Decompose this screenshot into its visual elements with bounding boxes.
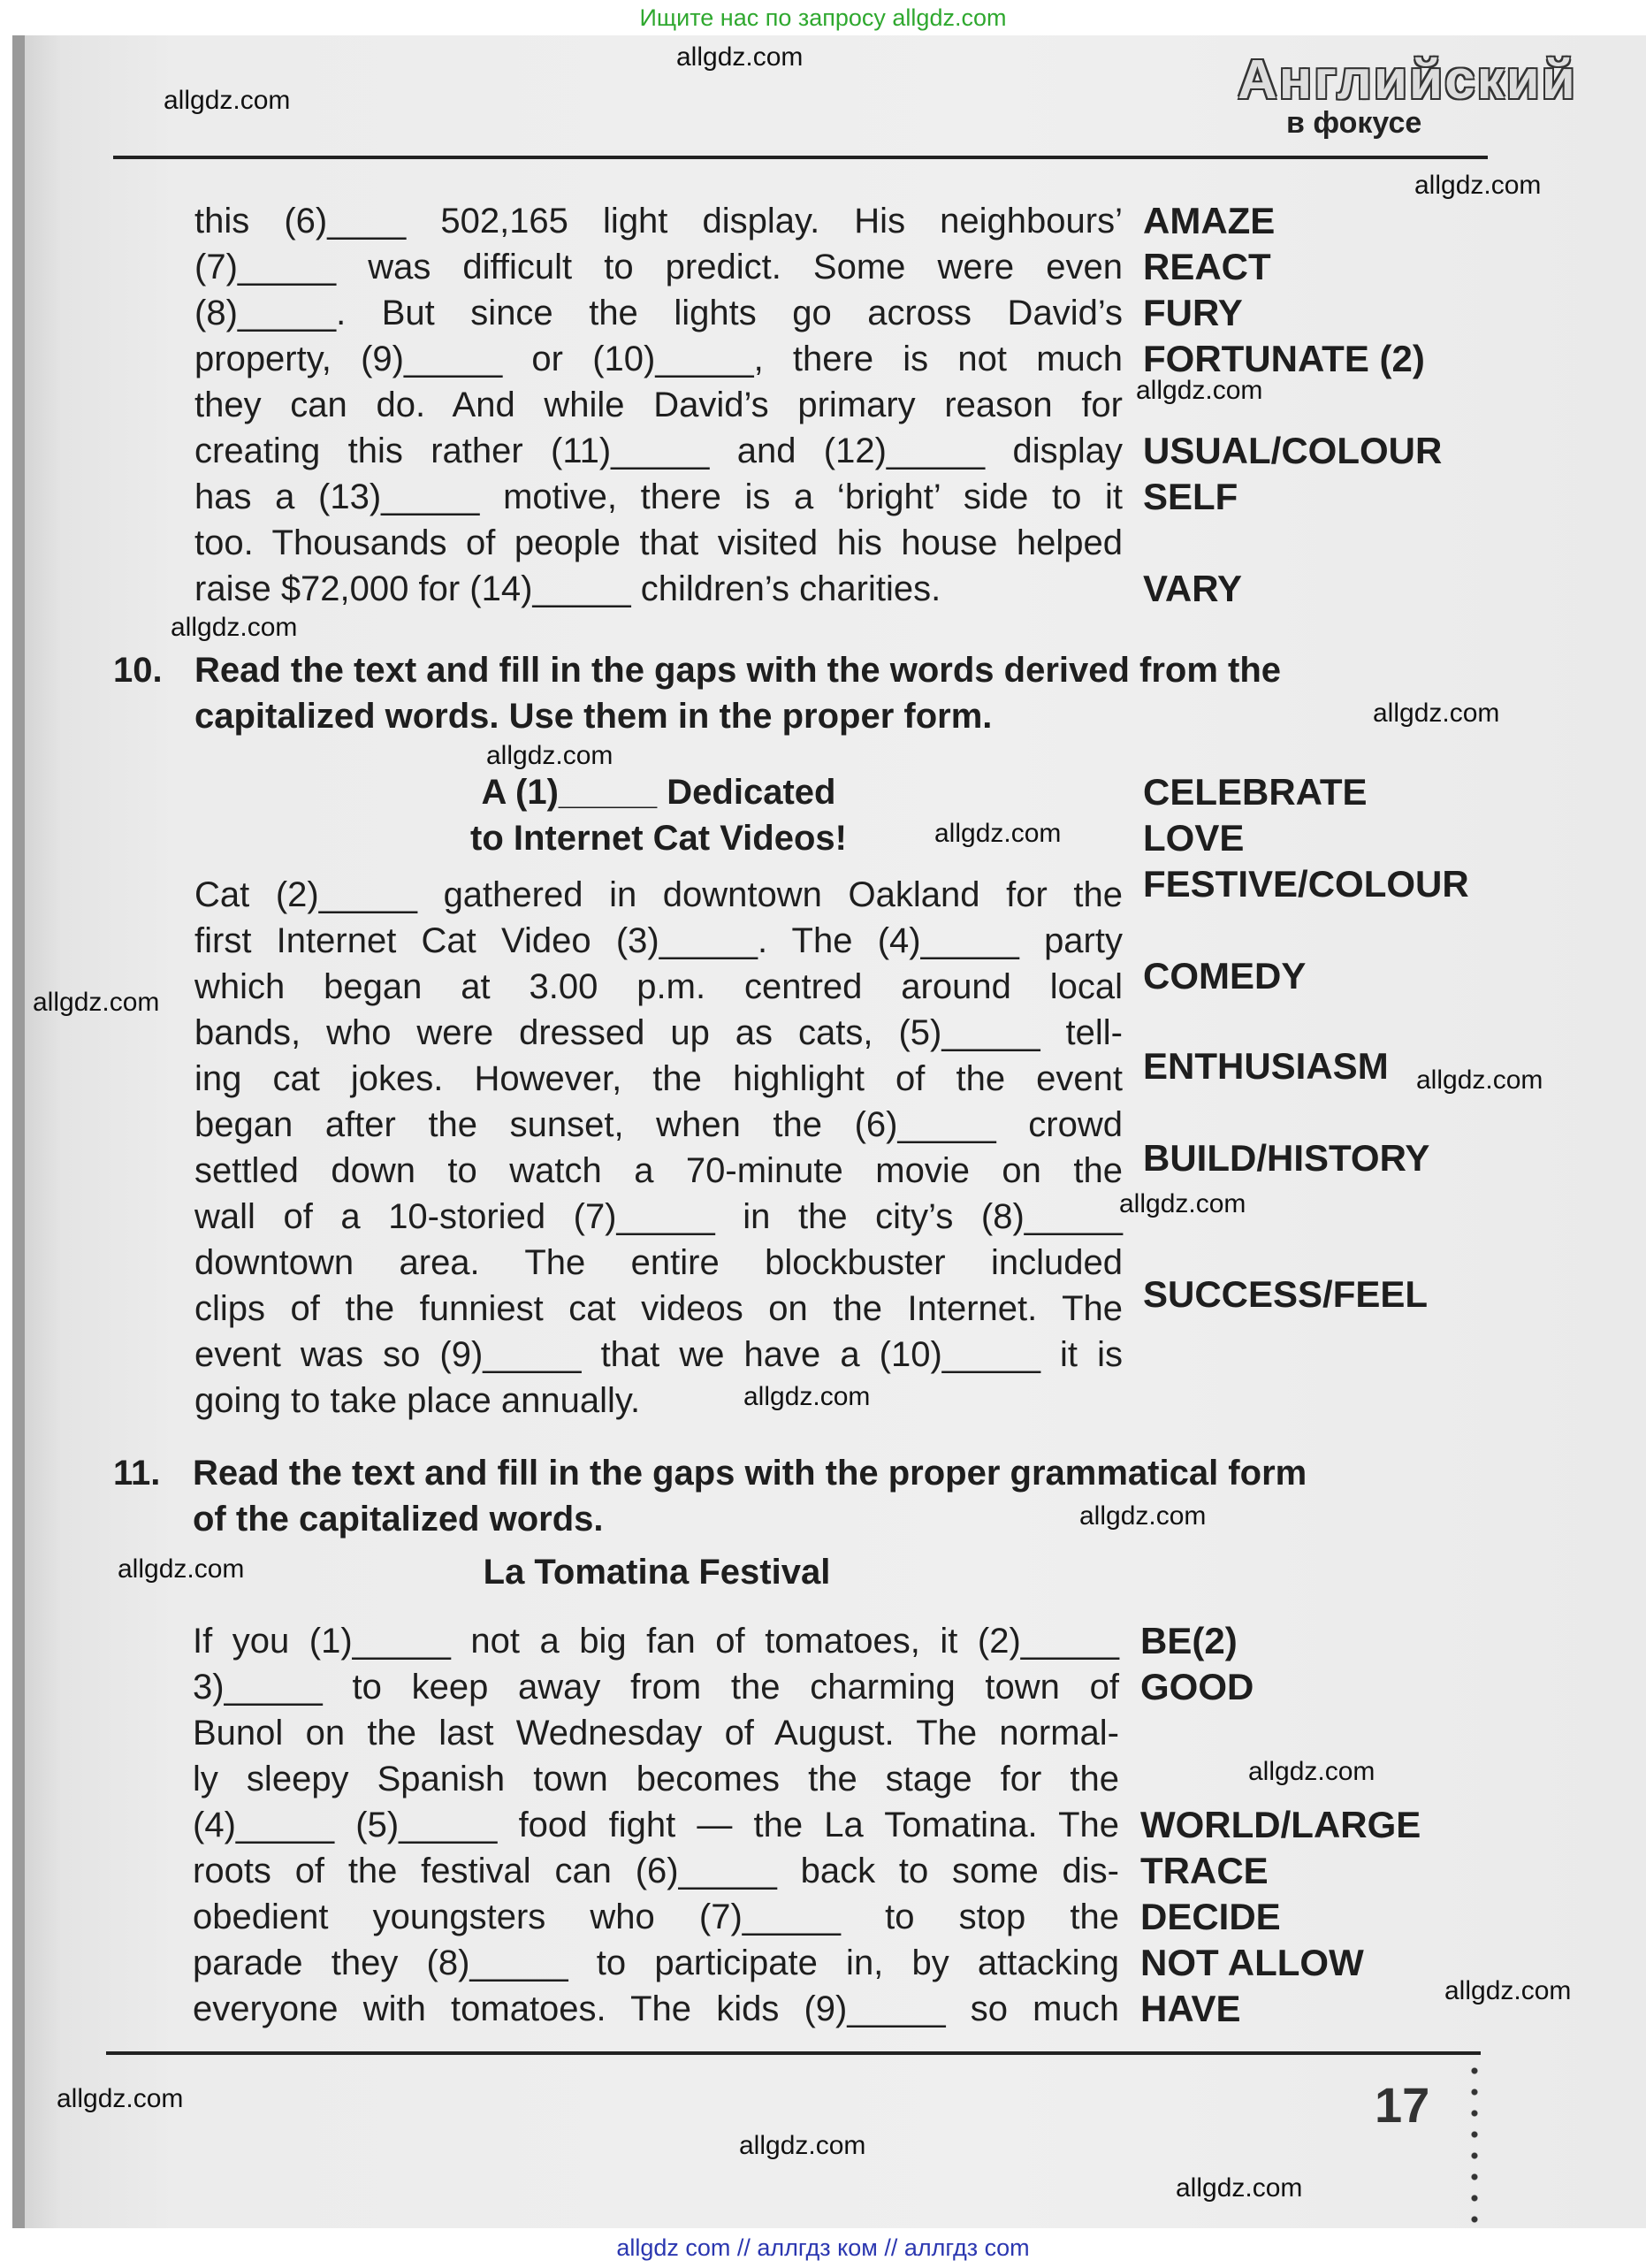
keyword: COMEDY: [1143, 955, 1307, 997]
keyword: BE(2): [1140, 1620, 1238, 1661]
bottom-banner: allgdz com // аллгдз ком // аллгдз com: [616, 2234, 1030, 2261]
watermark: allgdz.com: [57, 2084, 184, 2113]
keyword: AMAZE: [1143, 200, 1276, 241]
watermark: allgdz.com: [1119, 1189, 1246, 1218]
text-title: A (1)_____ Dedicated: [481, 773, 836, 812]
text-line: downtown area. The entire blockbuster included: [194, 1243, 1123, 1282]
text-title: La Tomatina Festival: [483, 1553, 831, 1592]
watermark: allgdz.com: [33, 988, 160, 1017]
text-line: too. Thousands of people that visited his house helped: [194, 523, 1123, 562]
text-line: has a (13)_____ motive, there is a ‘bright’ side to it: [194, 477, 1123, 516]
text-line: Cat (2)_____ gathered in downtown Oakland for the: [194, 875, 1123, 914]
watermark: allgdz.com: [1248, 1757, 1375, 1786]
text-line: creating this rather (11)_____ and (12)_____ display: [194, 431, 1123, 470]
keyword: HAVE: [1140, 1988, 1241, 2029]
keyword: WORLD/LARGE: [1140, 1804, 1421, 1845]
exercise11-text: [193, 1618, 1119, 2032]
text-line: going to take place annually.: [194, 1381, 641, 1420]
watermark: allgdz.com: [1414, 171, 1542, 200]
text-line: clips of the funniest cat videos on the Internet. The: [194, 1289, 1123, 1328]
footer-rule: [106, 2051, 1481, 2055]
text-line: event was so (9)_____ that we have a (10)_____ it is: [194, 1335, 1123, 1374]
keyword: CELEBRATE: [1143, 771, 1368, 813]
top-banner: Ищите нас по запросу allgdz.com: [639, 4, 1007, 31]
keyword: REACT: [1143, 246, 1271, 287]
text-line: which began at 3.00 p.m. centred around local: [194, 967, 1123, 1006]
watermark: allgdz.com: [1444, 1976, 1572, 2005]
text-line: Bunol on the last Wednesday of August. The normal-: [193, 1714, 1119, 1753]
watermark: allgdz.com: [164, 86, 291, 115]
keyword: VARY: [1143, 568, 1243, 609]
text-line: obedient youngsters who (7)_____ to stop the: [193, 1898, 1119, 1936]
text-line: bands, who were dressed up as cats, (5)_____ tell-: [194, 1013, 1123, 1052]
text-line: roots of the festival can (6)_____ back to some dis-: [193, 1852, 1119, 1890]
watermark: allgdz.com: [743, 1382, 871, 1411]
text-line: ing cat jokes. However, the highlight of the event: [194, 1059, 1123, 1098]
text-line: (4)_____ (5)_____ food fight — the La Tomatina. The: [193, 1806, 1119, 1844]
watermark: allgdz.com: [676, 42, 804, 72]
keyword: FURY: [1143, 292, 1243, 333]
exercise-instruction: of the capitalized words.: [193, 1500, 604, 1539]
keyword: SELF: [1143, 476, 1238, 517]
text-line: raise $72,000 for (14)_____ children’s charities.: [194, 569, 941, 608]
watermark: allgdz.com: [1079, 1501, 1207, 1531]
exercise-number: 10.: [113, 651, 163, 690]
text-line: ly sleepy Spanish town becomes the stage for the: [193, 1760, 1119, 1798]
keyword: LOVE: [1143, 817, 1245, 859]
exercise-instruction: Read the text and fill in the gaps with the words derived from the: [194, 651, 1282, 690]
text-line: parade they (8)_____ to participate in, by attacking: [193, 1943, 1119, 1982]
text-title: to Internet Cat Videos!: [470, 819, 847, 858]
exercise10-text: [194, 872, 1123, 1424]
keyword: SUCCESS/FEEL: [1143, 1273, 1429, 1315]
keyword: GOOD: [1140, 1666, 1254, 1707]
logo-title: Английский: [1238, 50, 1577, 111]
text-line: If you (1)_____ not a big fan of tomatoes, it (2)_____: [193, 1622, 1119, 1661]
text-line: (8)_____. But since the lights go across David’s: [194, 294, 1123, 332]
keyword: NOT ALLOW: [1140, 1942, 1364, 1983]
text-line: settled down to watch a 70-minute movie on the: [194, 1151, 1123, 1190]
page-number: 17: [1375, 2077, 1430, 2133]
watermark: allgdz.com: [739, 2131, 866, 2160]
exercise-number: 11.: [113, 1454, 161, 1493]
text-line: 3)_____ to keep away from the charming town of: [193, 1668, 1119, 1707]
watermark: allgdz.com: [118, 1554, 245, 1584]
keyword: ENTHUSIASM: [1143, 1045, 1389, 1087]
text-line: began after the sunset, when the (6)_____ crowd: [194, 1105, 1123, 1144]
keyword: USUAL/COLOUR: [1143, 430, 1443, 471]
exercise-instruction: capitalized words. Use them in the proper form.: [194, 697, 993, 736]
keyword: FESTIVE/COLOUR: [1143, 863, 1469, 905]
watermark: allgdz.com: [1136, 376, 1263, 405]
keyword: BUILD/HISTORY: [1143, 1137, 1430, 1179]
watermark: allgdz.com: [1373, 699, 1500, 728]
text-line: this (6)____ 502,165 light display. His neighbours’: [194, 202, 1123, 241]
page-edge-shadow: [12, 35, 25, 2228]
text-line: everyone with tomatoes. The kids (9)_____ so much: [193, 1989, 1119, 2028]
text-line: property, (9)_____ or (10)_____, there is not much: [194, 340, 1123, 378]
keyword: TRACE: [1140, 1850, 1269, 1891]
exercise-instruction: Read the text and fill in the gaps with the proper grammatical form: [193, 1454, 1307, 1493]
text-line: they can do. And while David’s primary reason for: [194, 386, 1123, 424]
text-line: first Internet Cat Video (3)_____. The (4)_____ party: [194, 921, 1123, 960]
logo-subtitle: в фокусе: [1286, 106, 1422, 140]
keyword: DECIDE: [1140, 1896, 1281, 1937]
page-edge-dots: [1471, 2060, 1478, 2228]
watermark: allgdz.com: [486, 741, 613, 770]
keyword: FORTUNATE (2): [1143, 338, 1425, 379]
watermark: allgdz.com: [934, 819, 1062, 848]
section-top-text: [194, 198, 1123, 612]
text-line: (7)_____ was difficult to predict. Some were even: [194, 248, 1123, 286]
text-line: wall of a 10-storied (7)_____ in the city’s (8)_____: [194, 1197, 1123, 1236]
watermark: allgdz.com: [1416, 1065, 1543, 1095]
watermark: allgdz.com: [171, 613, 298, 642]
header-rule: [113, 156, 1488, 159]
watermark: allgdz.com: [1176, 2173, 1303, 2203]
